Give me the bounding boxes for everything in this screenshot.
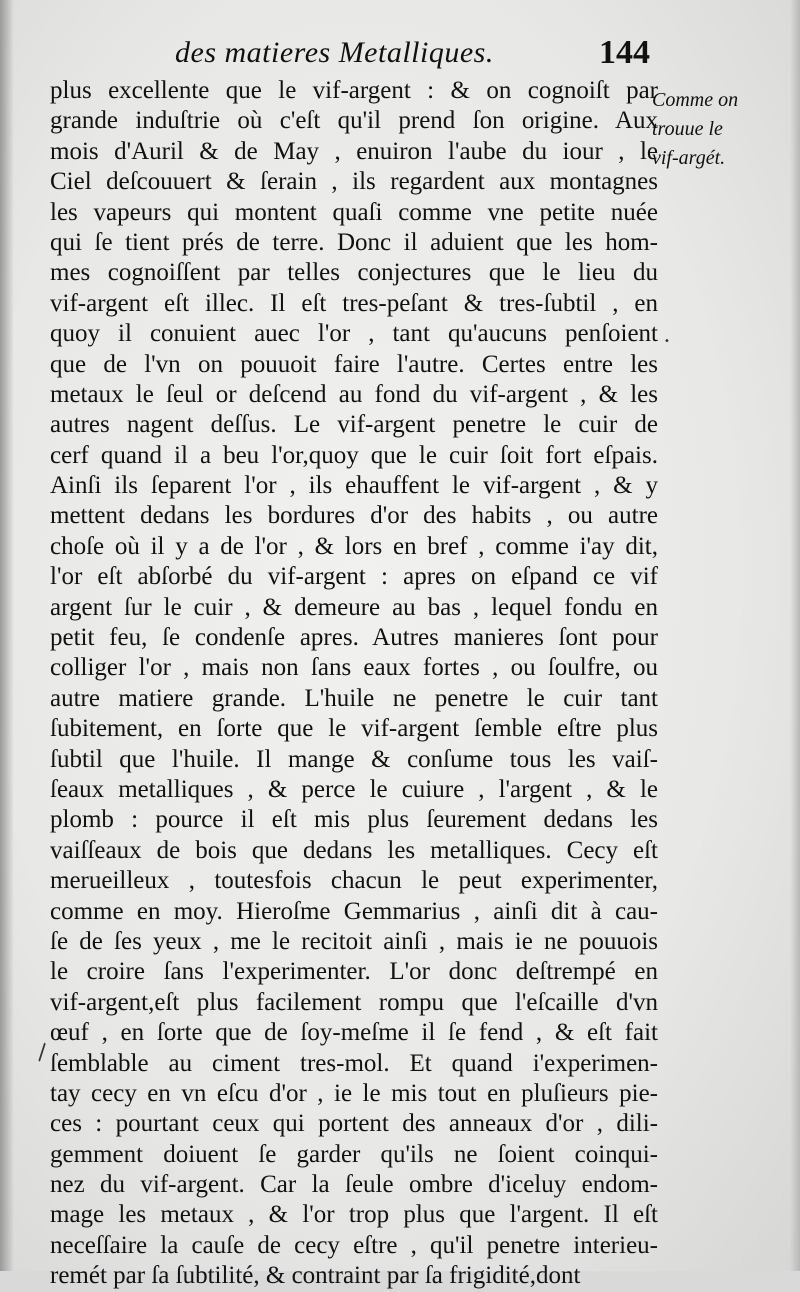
text-line: ſe de ſes yeux , me le recitoit ainſi , mais ie ne pouuois xyxy=(50,927,658,955)
text-line: ſubtil que l'huile. Il mange & conſume tous les vaiſ- xyxy=(50,745,658,773)
text-line: autres nagent deſſus. Le vif-argent penetre le cuir de xyxy=(50,411,658,439)
text-line: nez du vif-argent. Car la ſeule ombre d'iceluy endom- xyxy=(50,1171,658,1199)
page-number: 144 xyxy=(599,34,650,71)
running-title: des matieres Metalliques. xyxy=(175,36,494,69)
text-line: mes cognoiſſent par telles conjectures que le lieu du xyxy=(50,259,658,287)
text-line: mettent dedans les bordures d'or des habits , ou autre xyxy=(50,502,658,530)
text-line: ſemblable au ciment tres-mol. Et quand i'experimen- xyxy=(50,1049,658,1077)
text-line: quoy il conuient auec l'or , tant qu'aucuns penſoient xyxy=(50,320,658,348)
body-text xyxy=(50,76,658,1292)
text-line: autre matiere grande. L'huile ne penetre le cuir tant xyxy=(50,684,658,712)
text-line: petit feu, ſe condenſe apres. Autres manieres ſont pour xyxy=(50,624,658,652)
text-line: les vapeurs qui montent quaſi comme vne petite nuée xyxy=(50,198,658,226)
text-line: merueilleux , toutesfois chacun le peut experimenter, xyxy=(50,867,658,895)
text-line: tay cecy en vn eſcu d'or , ie le mis tout en pluſieurs pie- xyxy=(50,1079,658,1107)
text-line: grande induſtrie où c'eſt qu'il prend ſon origine. Aux xyxy=(50,107,658,135)
text-line: ces : pourtant ceux qui portent des anneaux d'or , dili- xyxy=(50,1110,658,1138)
text-line: comme en moy. Hieroſme Gemmarius , ainſi dit à cau- xyxy=(50,897,658,925)
text-line: gemment doiuent ſe garder qu'ils ne ſoient coinqui- xyxy=(50,1140,658,1168)
text-line: que de l'vn on pouuoit faire l'autre. Certes entre les xyxy=(50,350,658,378)
marginal-note xyxy=(652,86,770,173)
text-line: plus excellente que le vif-argent : & on cognoiſt par xyxy=(50,77,658,104)
running-header xyxy=(175,28,650,74)
page-shadow-left xyxy=(0,0,14,1271)
text-line: vif-argent eſt illec. Il eſt tres-peſant & tres-ſubtil , en xyxy=(50,289,658,317)
text-line: œuf , en ſorte que de ſoy-meſme il ſe fend , & eſt fait xyxy=(50,1019,658,1047)
text-line: Ainſi ils ſeparent l'or , ils ehauffent le vif-argent , & y xyxy=(50,472,658,500)
text-line: ſeaux metalliques , & perce le cuiure , l'argent , & le xyxy=(50,775,658,803)
text-line: neceſſaire la cauſe de cecy eſtre , qu'il penetre interieu- xyxy=(50,1231,658,1259)
ink-stroke: \ xyxy=(31,1040,52,1065)
text-line: mage les metaux , & l'or trop plus que l'argent. Il eſt xyxy=(50,1201,658,1229)
text-line: metaux le ſeul or deſcend au fond du vif-argent , & les xyxy=(50,380,658,408)
text-line: cerf quand il a beu l'or,quoy que le cuir ſoit fort eſpais. xyxy=(50,441,658,469)
text-line: colliger l'or , mais non ſans eaux fortes , ou ſoulfre, ou xyxy=(50,654,658,682)
text-line: remét par ſa ſubtilité, & contraint par ſa frigidité,dont xyxy=(50,1262,581,1290)
marginal-note-line: vif-argét. xyxy=(652,147,726,169)
marginal-note-line: Comme on xyxy=(652,89,739,111)
page-shadow-right xyxy=(790,0,800,1271)
text-line: argent ſur le cuir , & demeure au bas , lequel fondu en xyxy=(50,593,658,621)
text-line: l'or eſt abſorbé du vif-argent : apres on eſpand ce vif xyxy=(50,563,658,591)
text-line: mois d'Auril & de May , enuiron l'aube du iour , le xyxy=(50,137,658,165)
text-line: ſubitement, en ſorte que le vif-argent ſemble eſtre plus xyxy=(50,715,658,743)
text-line: vif-argent,eſt plus facilement rompu que l'eſcaille d'vn xyxy=(50,988,658,1016)
text-line: choſe où il y a de l'or , & lors en bref , comme i'ay dit, xyxy=(50,532,658,560)
text-line: Ciel deſcouuert & ſerain , ils regardent aux montagnes xyxy=(50,168,658,196)
text-line: le croire ſans l'experimenter. L'or donc deſtrempé en xyxy=(50,958,658,986)
text-line: vaiſſeaux de bois que dedans les metalliques. Cecy eſt xyxy=(50,836,658,864)
text-line: plomb : pource il eſt mis plus ſeurement dedans les xyxy=(50,806,658,834)
marginal-note-line: trouue le xyxy=(652,118,723,140)
ink-speck: • xyxy=(664,336,670,347)
text-line: qui ſe tient prés de terre. Donc il aduient que les hom- xyxy=(50,228,658,256)
